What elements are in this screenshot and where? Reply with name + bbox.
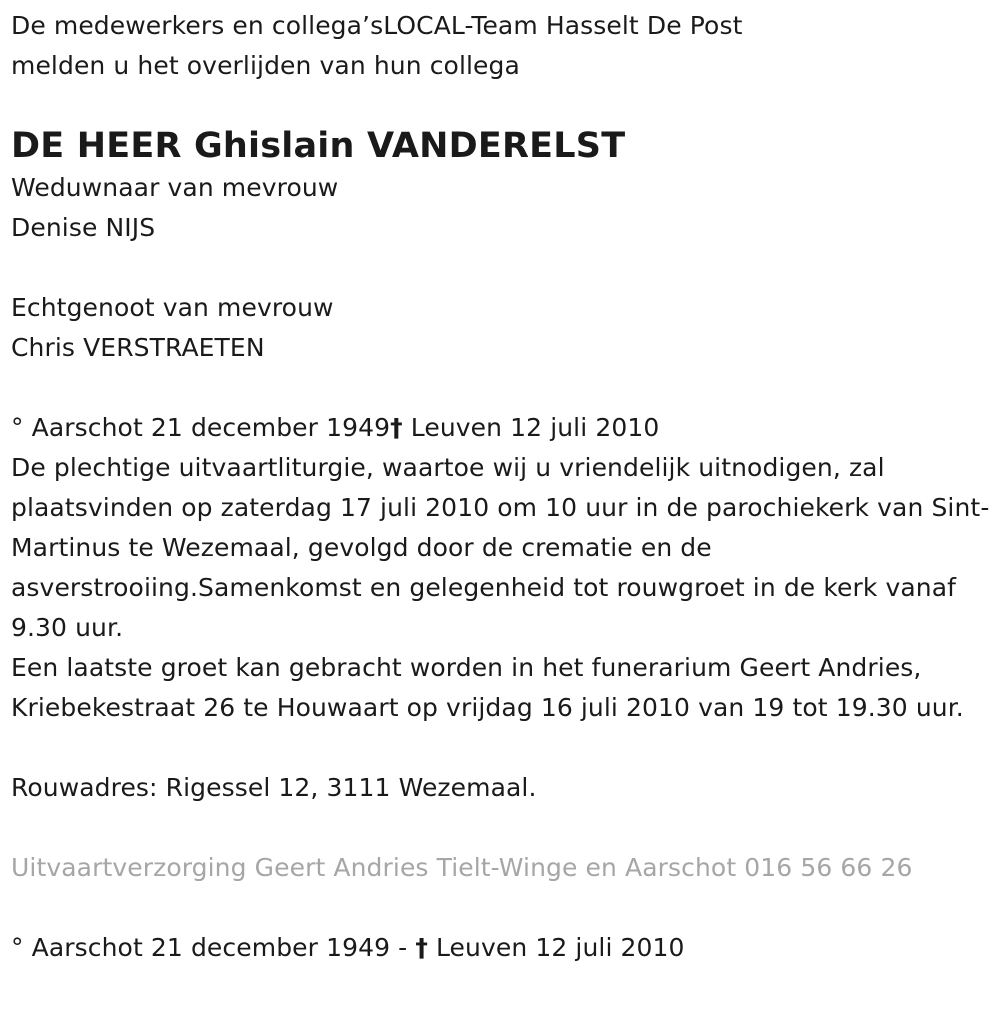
header-line-2: melden u het overlijden van hun collega — [11, 51, 520, 80]
spouse-name: Chris VERSTRAETEN — [11, 333, 265, 362]
spacer — [11, 728, 991, 768]
widower-label: Weduwnaar van mevrouw — [11, 173, 339, 202]
spacer — [11, 888, 991, 928]
widower-name: Denise NIJS — [11, 213, 156, 242]
spouse-label: Echtgenoot van mevrouw — [11, 293, 334, 322]
farewell-paragraph: Een laatste groet kan gebracht worden in het funerarium Geert Andries, Kriebekestraat 26 te Houwaart op vrijdag 16 juli 2010 van 19 tot 19.30 uur. — [11, 653, 964, 722]
cross-icon: † — [390, 413, 403, 442]
header-line-1: De medewerkers en collega’sLOCAL-Team Hasselt De Post — [11, 11, 743, 40]
spacer — [11, 808, 991, 848]
spacer — [11, 248, 991, 288]
undertaker-info: Uitvaartverzorging Geert Andries Tielt-Winge en Aarschot 016 56 66 26 — [11, 853, 913, 882]
footer-death-date: Leuven 12 juli 2010 — [427, 933, 685, 962]
footer-birth-date: ° Aarschot 21 december 1949 - — [11, 933, 416, 962]
funeral-paragraph: De plechtige uitvaartliturgie, waartoe wij u vriendelijk uitnodigen, zal plaatsvinden op zaterdag 17 juli 2010 om 10 uur in de parochiekerk van Sint-Martinus te Wezemaal, gevolgd door de crematie en de asverstrooiing.Samenkomst en gelegenheid tot rouwgroet in de kerk vanaf 9.30 uur. — [11, 453, 990, 642]
birth-death-dates — [11, 408, 991, 448]
footer-cross-icon: † — [415, 933, 428, 962]
birth-date: ° Aarschot 21 december 1949 — [11, 413, 391, 442]
mourning-address: Rouwadres: Rigessel 12, 3111 Wezemaal. — [11, 773, 537, 802]
obituary-notice — [11, 6, 991, 968]
spacer — [11, 368, 991, 408]
deceased-name: DE HEER Ghislain VANDERELST — [11, 126, 626, 166]
death-date: Leuven 12 juli 2010 — [402, 413, 660, 442]
footer-dates — [11, 928, 991, 968]
